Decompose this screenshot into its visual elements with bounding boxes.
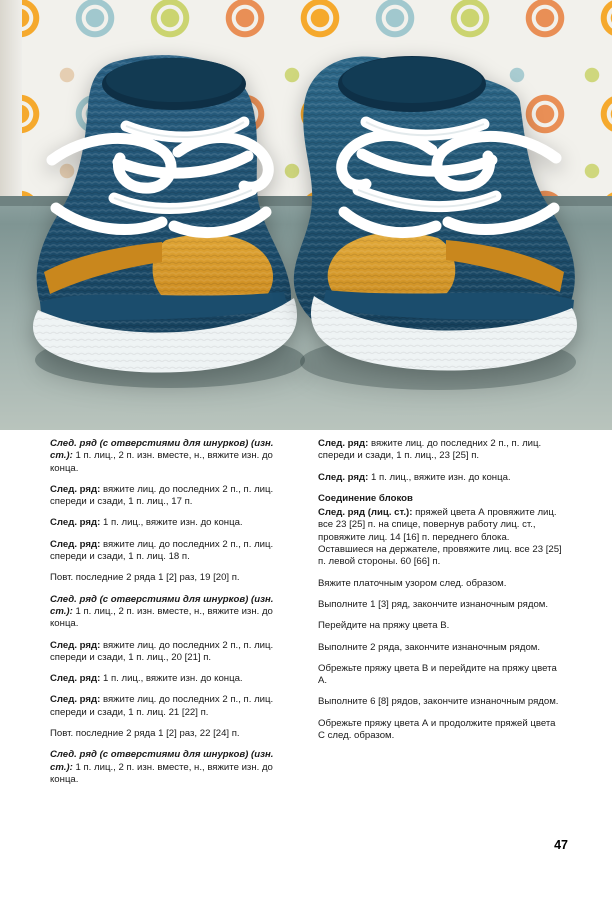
paragraph-body: 1 п. лиц., вяжите изн. до конца.	[102, 517, 243, 529]
paragraph-body: вяжите лиц. до последних 2 п., п. лиц. спереди и сзади, 1 п. лиц., 17 п.	[50, 483, 274, 508]
knitted-bootie-right	[288, 32, 588, 412]
paragraph	[50, 749, 296, 786]
paragraph-body: 1 п. лиц., 2 п. изн. вместе, н., вяжите изн. до конца.	[50, 450, 273, 474]
paragraph	[318, 599, 564, 611]
paragraph-lead: След. ряд:	[50, 694, 101, 706]
paragraph-body: Обрежьте пряжу цвета В и перейдите на пряжу цвета А.	[318, 662, 557, 687]
paragraph	[318, 438, 564, 463]
wall-edge	[0, 0, 22, 205]
paragraph-body: Обрежьте пряжу цвета А и продолжите пряжей цвета С след. образом.	[318, 717, 556, 742]
paragraph	[318, 472, 564, 484]
knitted-bootie-left	[22, 40, 312, 410]
paragraph	[318, 620, 564, 632]
product-photo	[0, 0, 612, 430]
paragraph	[318, 578, 564, 590]
paragraph	[50, 438, 296, 475]
paragraph-body: Вяжите платочным узором след. образом.	[318, 577, 507, 589]
paragraph-body: Повт. последние 2 ряда 1 [2] раз, 19 [20] п.	[50, 572, 240, 584]
paragraph-lead: След. ряд (с отверстиями для шнурков) (изн. ст.):	[50, 438, 274, 462]
paragraph	[50, 640, 296, 665]
paragraph-lead: След. ряд:	[50, 538, 101, 550]
paragraph-lead: След. ряд:	[318, 438, 369, 449]
paragraph-lead: След. ряд:	[50, 673, 101, 685]
paragraph	[318, 642, 564, 654]
paragraph	[50, 539, 296, 564]
paragraph-body: вяжите лиц. до последних 2 п., п. лиц. спереди и сзади, 1 п. лиц. 21 [22] п.	[50, 694, 274, 718]
right-column	[318, 438, 564, 751]
paragraph	[50, 673, 296, 685]
paragraph-lead: След. ряд:	[50, 517, 101, 529]
paragraph-body: вяжите лиц. до последних 2 п., п. лиц. спереди и сзади, 1 п. лиц. 18 п.	[50, 538, 274, 563]
paragraph-body: Перейдите на пряжу цвета В.	[318, 620, 450, 632]
paragraph-body: Выполните 6 [8] рядов, закончите изнаночным рядом.	[318, 696, 559, 708]
instructions-text-area	[0, 430, 612, 900]
paragraph-body: Повт. последние 2 ряда 1 [2] раз, 22 [24] п.	[50, 728, 240, 740]
paragraph-lead: След. ряд (лиц. ст.):	[318, 507, 413, 519]
paragraph	[50, 572, 296, 584]
paragraph	[50, 517, 296, 529]
paragraph	[50, 594, 296, 631]
paragraph-lead: След. ряд (с отверстиями для шнурков) (изн. ст.):	[50, 749, 274, 773]
paragraph	[318, 507, 564, 568]
paragraph-lead: След. ряд:	[318, 471, 369, 483]
paragraph-body: 1 п. лиц., 2 п. изн. вместе, н., вяжите изн. до конца.	[50, 761, 273, 785]
paragraph	[50, 484, 296, 509]
paragraph-body: вяжите лиц. до последних 2 п., п. лиц. спереди и сзади, 1 п. лиц., 23 [25] п.	[318, 438, 542, 462]
paragraph-lead: След. ряд:	[50, 639, 101, 651]
paragraph-body: Выполните 1 [3] ряд, закончите изнаночным рядом.	[318, 598, 549, 610]
left-column	[50, 438, 296, 795]
paragraph-body: Выполните 2 ряда, закончите изнаночным рядом.	[318, 641, 541, 653]
page-number: 47	[554, 838, 568, 852]
paragraph	[318, 718, 564, 743]
section-heading: Соединение блоков	[318, 492, 413, 504]
paragraph-body: 1 п. лиц., вяжите изн. до конца.	[102, 673, 243, 685]
paragraph-body: 1 п. лиц., 2 п. изн. вместе, н., вяжите изн. до конца.	[50, 605, 273, 630]
paragraph-lead: След. ряд (с отверстиями для шнурков) (изн. ст.):	[50, 593, 274, 617]
paragraph	[318, 696, 564, 708]
paragraph-body: пряжей цвета А провяжите лиц. все 23 [25] п. на спице, повернув работу лиц. ст., провяжите лиц. 14 [16] п. переднего блока. Оставшиеся на держателе, провяжите лиц. все 23 [25] п. левой стороны. 60 [66] п.	[318, 507, 562, 568]
paragraph	[50, 694, 296, 719]
paragraph-body: вяжите лиц. до последних 2 п., п. лиц. спереди и сзади, 1 п. лиц., 20 [21] п.	[50, 639, 274, 663]
paragraph-lead: След. ряд:	[50, 483, 101, 495]
paragraph-body: 1 п. лиц., вяжите изн. до конца.	[370, 471, 511, 483]
paragraph	[318, 663, 564, 688]
paragraph	[50, 728, 296, 740]
